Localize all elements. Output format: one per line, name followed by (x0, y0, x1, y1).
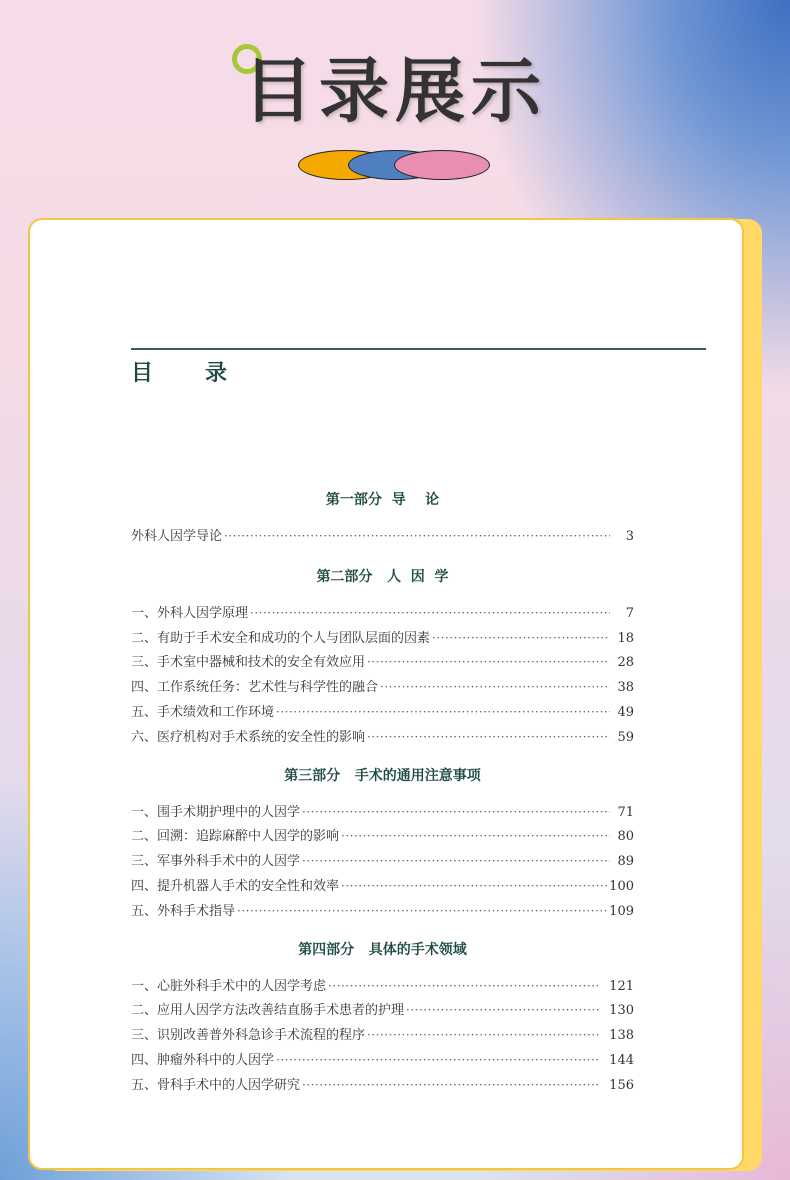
toc-heading (131, 356, 227, 387)
entry-page: 59 (617, 729, 634, 745)
entry-page: 156 (609, 1077, 634, 1093)
toc-entry[interactable] (131, 1073, 634, 1098)
dot-leader (276, 700, 610, 725)
toc-entry[interactable] (131, 899, 634, 924)
dot-leader (224, 524, 610, 549)
page-title: 目录展示 (243, 50, 547, 132)
toc-entry[interactable] (131, 675, 634, 700)
toc-entry[interactable] (131, 1048, 634, 1073)
entry-page: 109 (609, 903, 634, 919)
entry-label: 五、外科手术指导 (131, 903, 236, 919)
entry-label: 二、有助于手术安全和成功的个人与团队层面的因素 (131, 630, 431, 646)
table-of-contents (131, 488, 634, 1110)
toc-entry[interactable] (131, 849, 634, 874)
toc-entry[interactable] (131, 601, 634, 626)
entry-page: 7 (625, 605, 634, 621)
dot-leader (380, 675, 610, 700)
section-title: 第一部分 导 论 (325, 492, 440, 508)
pink-ellipse-icon (394, 150, 490, 180)
dot-leader (432, 626, 610, 651)
entry-label: 一、外科人因学原理 (131, 605, 249, 621)
toc-section (131, 764, 634, 924)
section-title: 第三部分 手术的通用注意事项 (284, 767, 481, 784)
entry-label: 三、识别改善普外科急诊手术流程的程序 (131, 1028, 366, 1044)
entry-page: 80 (617, 829, 634, 845)
entry-page: 89 (617, 854, 634, 870)
entry-label: 四、提升机器人手术的安全性和效率 (131, 878, 340, 894)
dot-leader (237, 899, 607, 924)
toc-divider (131, 348, 706, 350)
dot-leader (276, 1048, 599, 1073)
dot-leader (367, 1023, 599, 1048)
toc-entry[interactable] (131, 725, 634, 750)
toc-entry[interactable] (131, 824, 634, 849)
dot-leader (250, 601, 610, 626)
dot-leader (302, 1073, 599, 1098)
toc-entry[interactable] (131, 974, 634, 999)
entry-label: 一、心脏外科手术中的人因学考虑 (131, 978, 327, 994)
entry-label: 六、医疗机构对手术系统的安全性的影响 (131, 729, 366, 745)
section-title: 第二部分 人 因 学 (316, 568, 449, 585)
toc-section (131, 488, 634, 549)
dot-leader (328, 974, 599, 999)
entry-label: 二、应用人因学方法改善结直肠手术患者的护理 (131, 1003, 405, 1019)
toc-section (131, 565, 634, 750)
dot-leader (406, 998, 599, 1023)
entry-page: 28 (617, 655, 634, 671)
entry-label: 四、工作系统任务：艺术性与科学性的融合 (131, 680, 379, 696)
dot-leader (367, 725, 610, 750)
dot-leader (302, 849, 610, 874)
entry-page: 121 (609, 978, 634, 994)
entry-label: 五、骨科手术中的人因学研究 (131, 1077, 301, 1093)
entry-page: 144 (609, 1052, 634, 1068)
decorative-ellipses (298, 150, 498, 182)
toc-entry[interactable] (131, 800, 634, 825)
entry-label: 四、肿瘤外科中的人因学 (131, 1052, 275, 1068)
entry-page: 49 (617, 704, 634, 720)
toc-entry[interactable] (131, 626, 634, 651)
toc-heading-char-1: 目 (131, 360, 154, 386)
entry-page: 71 (617, 804, 634, 820)
toc-entry[interactable] (131, 650, 634, 675)
toc-entry[interactable] (131, 700, 634, 725)
dot-leader (302, 800, 610, 825)
toc-section (131, 938, 634, 1098)
entry-label: 一、围手术期护理中的人因学 (131, 804, 301, 820)
entry-label: 五、手术绩效和工作环境 (131, 704, 275, 720)
entry-page: 130 (609, 1003, 634, 1019)
entry-label: 二、回溯：追踪麻醉中人因学的影响 (131, 829, 340, 845)
dot-leader (367, 650, 610, 675)
entry-label: 三、军事外科手术中的人因学 (131, 854, 301, 870)
entry-page: 38 (617, 680, 634, 696)
entry-label: 外科人因学导论 (131, 529, 223, 544)
toc-entry[interactable] (131, 524, 634, 549)
entry-page: 18 (617, 630, 634, 646)
dot-leader (341, 824, 610, 849)
section-title: 第四部分 具体的手术领域 (298, 941, 467, 958)
toc-heading-char-2: 录 (205, 360, 228, 386)
entry-label: 三、手术室中器械和技术的安全有效应用 (131, 655, 366, 671)
entry-page: 138 (609, 1028, 634, 1044)
toc-entry[interactable] (131, 874, 634, 899)
toc-entry[interactable] (131, 1023, 634, 1048)
entry-page: 100 (609, 878, 634, 894)
toc-entry[interactable] (131, 998, 634, 1023)
entry-page: 3 (625, 529, 634, 544)
dot-leader (341, 874, 607, 899)
